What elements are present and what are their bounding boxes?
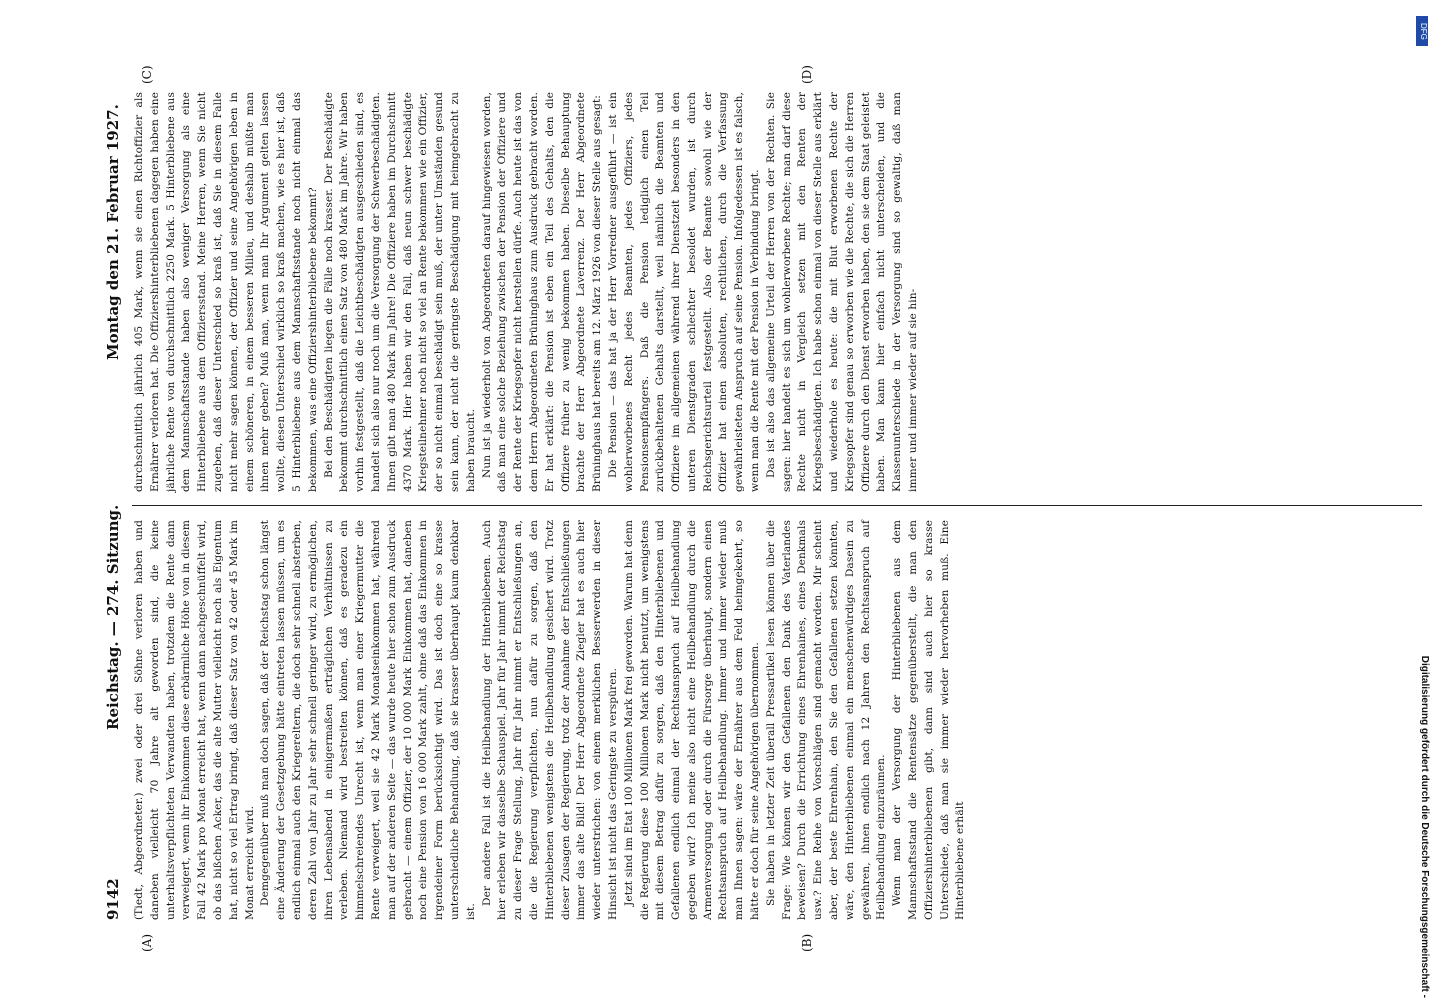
paragraph: Bei den Beschädigten liegen die Fälle noch krasser. Der Beschädigte bekommt durchschnittlich einen Satz von 480 Mark im Jahre. Wir haben vorhin festgestellt, daß die Leichtbeschädigten ausgeschieden sind, es handelt sich also nur noch um die Versorgung der Schwerbeschädigten. Ihnen gibt man 480 Mark im Jahre! Die Offiziere haben im Durchschnitt 4370 Mark. Hier haben wir den Fall, daß neun schwer beschädigte Kriegsteilnehmer noch nicht so viel an Rente bekommen wie ein Offizier, der so nicht einmal beschädigt sein muß, der unter Umständen gesund sein kann, der nicht die geringste Beschädigung mit heimgebracht zu haben braucht. — [322, 92, 477, 492]
margin-marker-a: (A) — [140, 933, 154, 952]
dfg-side-note — [1414, 8, 1430, 998]
paragraph: Demgegenüber muß man doch sagen, daß der Reichstag schon längst eine Änderung der Gesetzgebung hätte eintreten lassen müssen, um es endlich einmal auch den Kriegereltern, die doch sehr schnell absterben, deren Zahl von Jahr zu Jahr sehr schnell geringer wird, zu ermöglichen, ihren Lebensabend in einigermaßen erträglichen Verhältnissen zu verleben. Niemand wird bestreiten können, daß es geradezu ein himmelschreiendes Unrecht ist, wenn man einer Kriegermutter die Rente verweigert, weil sie 42 Mark Monatseinkommen hat, während man auf der anderen Seite — das wurde heute hier schon zum Ausdruck gebracht — einem Offizier, der 10 000 Mark Einkommen hat, daneben noch eine Pension von 16 000 Mark zahlt, ohne daß das Einkommen in irgendeiner Form berücksichtigt wird. Das ist doch eine so krasse unterschiedliche Behandlung, daß sie krasser überhaupt kaum denkbar ist. — [259, 520, 477, 920]
paragraph: Sie haben in letzter Zeit überall Pressartikel lesen können über die Frage: Wie können wir den Gefallenen den Dank des Vaterlandes beweisen? Durch die Errichtung eines Ehrenhaines, eines Denkmals usw.? Eine Reihe von Vorschlägen sind gemacht worden. Mir scheint aber, der beste Ehrenhain, den Sie den Gefallenen setzen könnten, wäre, den Hinterbliebenen einmal ein menschenwürdiges Dasein zu gewähren, ihnen endlich nach 12 Jahren den Rechtsanspruch auf Heilbehandlung einzuräumen. — [764, 520, 888, 920]
paragraph: Jetzt sind im Etat 100 Millionen Mark frei geworden. Warum hat denn die Regierung diese 100 Millionen Mark nicht benutzt, um wenigstens mit diesem Betrag dafür zu sorgen, daß den Hinterbliebenen und Gefallenen endlich einmal der Rechtsanspruch auf Heilbehandlung gegeben wird? Ich meine also nicht eine Heilbehandlung durch die Armenversorgung oder durch die Fürsorge überhaupt, sondern einen Rechtsanspruch auf Heilbehandlung. Immer und immer wieder muß man Ihnen sagen: wäre der Ernährer aus dem Feld heimgekehrt, so hätte er doch für seine Angehörigen übernommen. — [622, 520, 762, 920]
margin-marker-c: (C) — [140, 65, 154, 84]
right-column — [132, 92, 922, 492]
margin-marker-b: (B) — [800, 933, 814, 952]
paragraph: Das ist also das allgemeine Urteil der Herren von der Rechten. Sie sagen: hier handelt es sich um wohlerworbene Rechte; man darf diese Rechte nicht in Vergleich setzen mit den Renten der Kriegsbeschädigten. Ich habe schon einmal von dieser Stelle aus erklärt und wiederhole es heute: die mit Blut erworbenen Rechte der Kriegsopfer sind genau so erworben wie die Rechte, die sich die Herren Offiziere durch den Dienst erworben haben, den sie dem Staat geleistet haben. Man kann hier einfach nicht unterscheiden, und die Klassenunterschiede in der Versorgung sind so gewaltig, daß man immer und immer wieder auf sie hin- — [764, 92, 920, 492]
session-date: Montag den 21. Februar 1927. — [104, 104, 122, 360]
page-number: 9142 — [104, 878, 122, 920]
column-divider — [132, 505, 1422, 506]
session-title: Reichstag. — 274. Sitzung. — [104, 504, 122, 730]
paragraph: Wenn man der Versorgung der Hinterbliebenen aus dem Mannschaftsstand die Rentensätze gegenüberstellt, die man den Offiziershinterbliebenen gibt, dann sind auch hier so krasse Unterschiede, daß man sie immer wieder hervorheben muß. Eine Hinterbliebene erhält — [891, 520, 967, 920]
paragraph: (Tiedt, Abgeordneter.) zwei oder drei Söhne verloren haben und daneben vielleicht 70 Jahre alt geworden sind, die keine unterhaltsverpflichteten Verwandten haben, trotzdem die Rente dann verweigert, wenn ihr Einkommen diese erbärmliche Höhe von in diesem Fall 42 Mark pro Monat erreicht hat, wenn dann nachgeschnüffelt wird, ob das bißchen Acker, das die alte Mutter vielleicht noch als Eigentum hat, nicht so viel Ertrag bringt, daß dieser Satz von 42 oder 45 Mark im Monat erreicht wird. — [133, 520, 256, 920]
page-header — [100, 90, 128, 920]
dfg-logo: DFG — [1416, 16, 1428, 46]
margin-marker-d: (D) — [800, 65, 814, 84]
paragraph: Der andere Fall ist die Heilbehandlung der Hinterbliebenen. Auch hier erleben wir dasselbe Schauspiel. Jahr für Jahr nimmt der Reichstag zu dieser Frage Stellung, Jahr für Jahr nimmt er Entschließungen an, die die Regierung verpflichten, nun dafür zu sorgen, daß den Hinterbliebenen wenigstens die Heilbehandlung gesichert wird. Trotz dieser Zusagen der Regierung, trotz der Annahme der Entschließungen immer das alte Bild! Der Herr Abgeordnete Ziegler hat es auch hier wieder unterstrichen: von einem merklichen Besserwerden in dieser Hinsicht ist nicht das Geringste zu verspüren. — [480, 520, 619, 920]
paragraph: Nun ist ja wiederholt von Abgeordneten darauf hingewiesen worden, daß man eine solche Beziehung zwischen der Pension der Offiziere und der Rente der Kriegsopfer nicht herstellen dürfe. Auch heute ist das von dem Herrn Abgeordneten Brüninghaus zum Ausdruck gebracht worden. Er hat erklärt: die Pension ist eben ein Teil des Gehalts, den die Offiziere früher zu wenig bekommen haben. Dieselbe Behauptung brachte der Herr Abgeordnete Laverrenz. Der Herr Abgeordnete Brüninghaus hat bereits am 12. März 1926 von dieser Stelle aus gesagt: — [480, 92, 604, 492]
left-column — [132, 520, 969, 920]
digitization-note: Digitalisierung gefördert durch die Deutsche Forschungsgemeinschaft - — [1419, 655, 1430, 998]
paragraph: Die Pension — das hat ja der Herr Vorredner ausgeführt — ist ein wohlerworbenes Recht jedes Beamten, jedes Offiziers, jedes Pensionsempfängers. Daß die Pension lediglich einen Teil zurückbehaltenen Gehalts darstellt, weil nämlich die Beamten und Offiziere im allgemeinen während ihrer Dienstzeit besonders in den unteren Dienstgraden schlechter besoldet wurden, ist durch Reichsgerichtsurteil festgestellt. Also der Beamte sowohl wie der Offizier hat einen absoluten, rechtlichen, durch die Verfassung gewährleisteten Anspruch auf seine Pension. Infolgedessen ist es falsch, wenn man die Rente mit der Pension in Verbindung bringt. — [606, 92, 762, 492]
paragraph: durchschnittlich jährlich 405 Mark, wenn sie einen Richtoffizier als Ernährer verloren hat. Die Offiziershinterbliebenen dagegen haben eine jährliche Rente von durchschnittlich 2250 Mark. 5 Hinterbliebene aus dem Mannschaftsstande haben also weniger Versorgung als eine Hinterbliebene aus dem Offiziersstand. Meine Herren, wenn Sie nicht zugeben, daß dieser Unterschied so kraß ist, daß Sie in diesem Falle nicht mehr sagen können, der Offizier und seine Angehörigen leben in einem schöneren, in einem besseren Milieu, und deshalb müßte man ihnen mehr geben? Muß man, wenn man Ihr Argument gelten lassen wollte, diesen Unterschied wirklich so kraß machen, wie es hier ist, daß 5 Hinterbliebene aus dem Mannschaftsstande noch nicht einmal das bekommen, was eine Offiziershinterbliebene bekommt? — [133, 92, 319, 492]
rotated-page — [100, 65, 1430, 952]
